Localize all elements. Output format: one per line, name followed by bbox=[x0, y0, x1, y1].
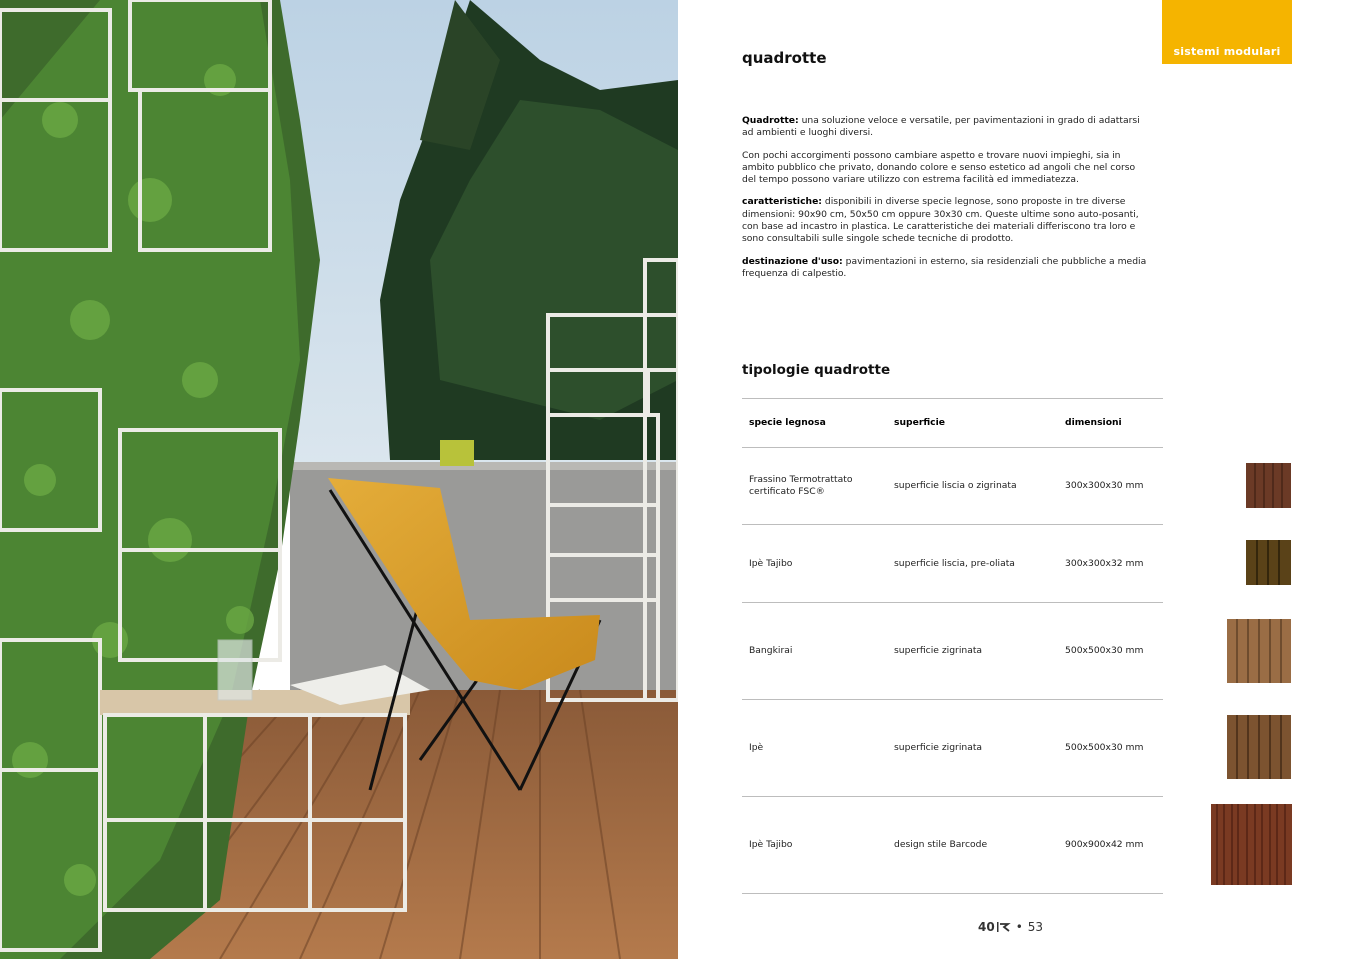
page-number: 53 bbox=[1027, 920, 1044, 934]
tile-swatch-ipe bbox=[1227, 715, 1291, 779]
cell-surface: superficie zigrinata bbox=[894, 645, 983, 656]
cell-size: 900x900x42 mm bbox=[1065, 839, 1144, 850]
intro-text-3: disponibili in diverse specie legnose, sono proposte in tre diverse dimensioni: 90x90 cm, 50x50 cm oppure 30x30 cm. Queste ultime sono auto-posanti, con base ad incastro in plastica. Le caratteristiche dei materiali differiscono tra loro e sono consultabili sulle singole schede tecniche di prodotto. bbox=[742, 196, 1139, 245]
intro-lead-caratteristiche: caratteristiche: bbox=[742, 196, 822, 208]
intro-lead-quadrotte: Quadrotte: bbox=[742, 115, 799, 126]
table-row bbox=[742, 448, 1163, 525]
table-row bbox=[742, 603, 1163, 700]
cell-size: 300x300x30 mm bbox=[1065, 480, 1144, 491]
tile-swatch-barcode bbox=[1211, 804, 1292, 885]
intro-text-1: una soluzione veloce e versatile, per pavimentazioni in grado di adattarsi ad ambienti e luoghi diversi. bbox=[742, 115, 1140, 139]
brand-mark bbox=[978, 920, 1011, 934]
cell-species: Ipè Tajibo bbox=[749, 839, 793, 850]
header-surface: superficie bbox=[894, 417, 945, 428]
footer-separator: • bbox=[1015, 920, 1023, 934]
table-row bbox=[742, 525, 1163, 603]
intro-text bbox=[742, 115, 1152, 290]
intro-paragraph-2 bbox=[742, 150, 1152, 187]
page-title: quadrotte bbox=[742, 49, 827, 67]
brand-logo-icon bbox=[997, 922, 1011, 932]
table-header-row bbox=[742, 399, 1163, 448]
intro-text-4: pavimentazioni in esterno, sia residenziali che pubbliche a media frequenza di calpestio. bbox=[742, 255, 1147, 279]
tile-swatch-bangkirai bbox=[1227, 619, 1291, 683]
header-size: dimensioni bbox=[1065, 417, 1122, 428]
cell-size: 500x500x30 mm bbox=[1065, 645, 1144, 656]
table-row bbox=[742, 700, 1163, 797]
table-title: tipologie quadrotte bbox=[742, 362, 891, 378]
table-row bbox=[742, 797, 1163, 894]
cell-size: 300x300x32 mm bbox=[1065, 557, 1144, 569]
cell-surface: superficie liscia, pre-oliata bbox=[894, 557, 1015, 569]
intro-lead-destinazione: destinazione d'uso: bbox=[742, 255, 843, 267]
cell-species: Bangkirai bbox=[749, 645, 793, 656]
page-footer bbox=[978, 920, 1043, 934]
tile-swatch-frassino bbox=[1246, 463, 1291, 508]
section-tab-label: sistemi modulari bbox=[1173, 45, 1281, 58]
intro-paragraph-4 bbox=[742, 256, 1152, 281]
intro-text-2: Con pochi accorgimenti possono cambiare aspetto e trovare nuovi impieghi, sia in ambito pubblico che privato, donando colore e senso estetico ad angoli che nel corso del tempo possono variare utilizzo con estrema facilità ed immediatezza. bbox=[742, 149, 1136, 186]
cell-surface: superficie liscia o zigrinata bbox=[894, 480, 1017, 491]
intro-paragraph-3 bbox=[742, 196, 1152, 245]
brand-number: 40 bbox=[978, 920, 995, 934]
cell-species: Frassino Termotrattato certificato FSC® bbox=[749, 474, 853, 497]
section-tab bbox=[1162, 0, 1292, 64]
types-table bbox=[742, 398, 1163, 894]
cell-size: 500x500x30 mm bbox=[1065, 742, 1144, 753]
tile-swatch-ipe-tajibo bbox=[1246, 540, 1291, 585]
cell-species: Ipè Tajibo bbox=[749, 557, 793, 569]
cell-species: Ipè bbox=[749, 742, 764, 753]
intro-paragraph-1 bbox=[742, 115, 1152, 140]
header-species: specie legnosa bbox=[749, 417, 826, 428]
cell-surface: design stile Barcode bbox=[894, 839, 988, 850]
cell-surface: superficie zigrinata bbox=[894, 742, 983, 753]
